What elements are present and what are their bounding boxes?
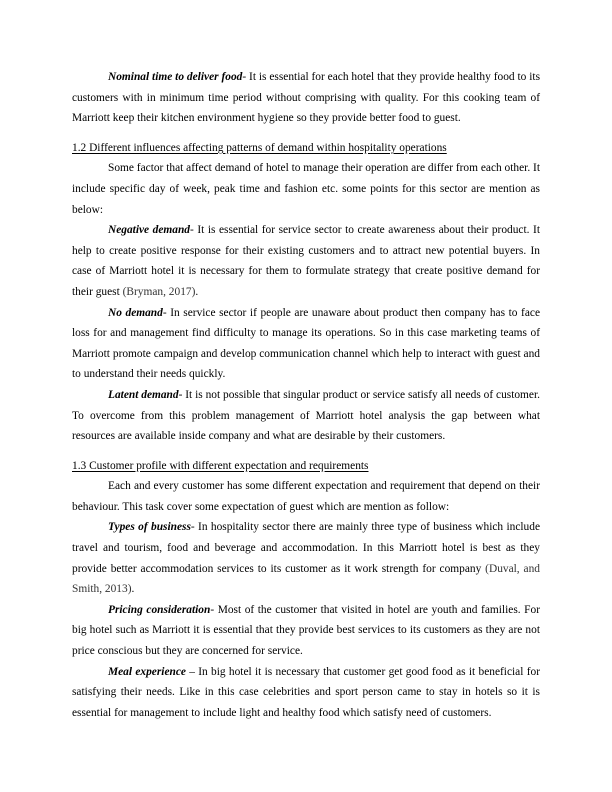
item-end: .: [195, 285, 199, 298]
section-1-2-intro: Some factor that affect demand of hotel to manage their operation are differ from each other. It include specific day of week, peak time and fashion etc. some points for this sector are mention as below:: [72, 162, 540, 216]
list-item: [72, 517, 540, 599]
item-text: - It is not possible that singular product or service satisfy all needs of customer. To overcome from this problem management of Marriott hotel analysis the gap between what resources are available inside company and what are desirable by their customers.: [72, 388, 540, 443]
intro-paragraph: [72, 67, 540, 129]
item-text: - In hospitality sector there are mainly three type of business which include travel and tourism, food and beverage and accommodation. In this Marriott hotel is best as they provide better accommodation services to its customer as it work strength for company: [72, 521, 540, 575]
item-term: Latent demand: [108, 388, 179, 401]
item-term: Negative demand: [108, 224, 190, 237]
item-term: Pricing consideration: [108, 603, 211, 616]
intro-text: - It is essential for each hotel that they provide healthy food to its customers with in minimum time period without comprising with quality. For this cooking team of Marriott keep their kitchen environment hygiene so they provide better food to guest.: [72, 71, 541, 125]
item-end: .: [131, 583, 135, 596]
list-item: [72, 662, 540, 724]
page-content: [72, 67, 540, 723]
item-text: – In big hotel it is necessary that customer get good food as it beneficial for satisfying their needs. Like in this case celebrities and sport person came to stay in hotels so it is essential for management to include light and healthy food which satisfy need of customers.: [72, 665, 540, 719]
section-1-2-heading: 1.2 Different influences affecting patterns of demand within hospitality operations: [72, 141, 447, 154]
list-item: [72, 220, 540, 302]
citation: (Bryman, 2017): [122, 285, 196, 298]
section-1-3-intro: Each and every customer has some different expectation and requirement that depend on their behaviour. This task cover some expectation of guest which are mention as follow:: [72, 480, 540, 513]
item-term: Types of business: [108, 521, 191, 534]
intro-term: Nominal time to deliver food: [108, 71, 243, 83]
item-term: Meal experience: [108, 665, 186, 678]
item-text: - Most of the customer that visited in hotel are youth and families. For big hotel such as Marriott it is essential that they provide best services to its customers as they are not price conscious but they are concerned for service.: [72, 603, 540, 658]
item-text: - In service sector if people are unaware about product then company has to face loss for and management find difficulty to manage its operations. So in this case marketing teams of Marriott promote campaign and develop communication channel which help to interact with guest and to understand their needs quickly.: [72, 306, 540, 381]
item-term: No demand: [108, 306, 163, 319]
citation: (Duval, and Smith, 2013): [72, 562, 540, 596]
section-1-3-heading: 1.3 Customer profile with different expectation and requirements: [72, 459, 369, 472]
list-item: [72, 600, 540, 662]
item-text: - It is essential for service sector to create awareness about their product. It help to create positive response for their existing customers and to attract new potential buyers. In case of Marriott hotel it is necessary for them to formulate strategy that create positive demand for their guest: [72, 224, 540, 298]
list-item: [72, 303, 540, 385]
list-item: [72, 385, 540, 447]
